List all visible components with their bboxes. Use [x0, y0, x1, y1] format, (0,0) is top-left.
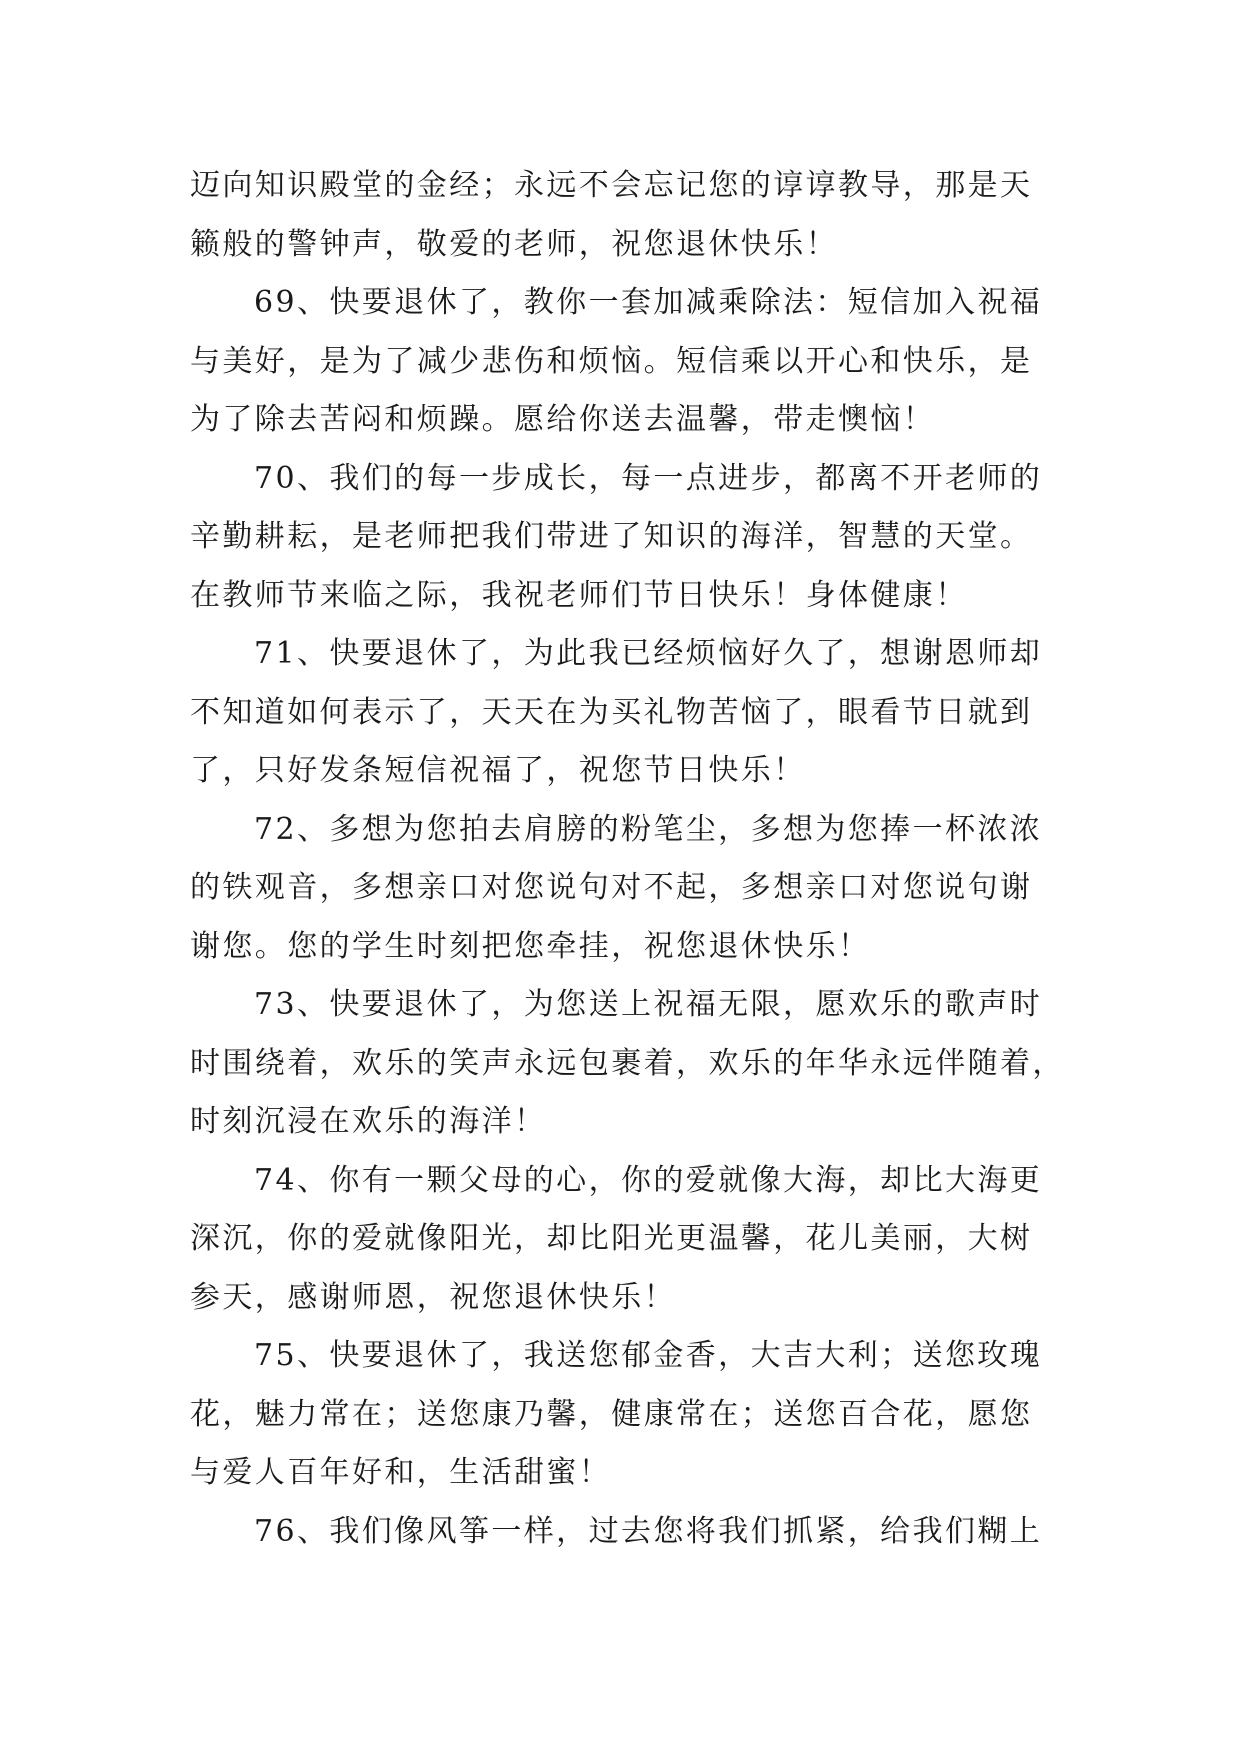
paragraph-start-69: 69、快要退休了，教你一套加减乘除法：短信加入祝福 [254, 285, 1043, 320]
paragraph-start-72: 72、多想为您拍去肩膀的粉笔尘，多想为您捧一杯浓浓 [254, 811, 1043, 847]
paragraph-start-74: 74、你有一颗父母的心，你的爱就像大海，却比大海更 [254, 1162, 1043, 1198]
text-line: 时刻沉浸在欢乐的海洋！ [190, 1104, 547, 1139]
body-text [190, 157, 1065, 1561]
paragraph-start-70: 70、我们的每一步成长，每一点进步，都离不开老师的 [254, 460, 1043, 496]
text-line: 籁般的警钟声，敬爱的老师，祝您退休快乐！ [190, 226, 838, 262]
text-line: 花，魅力常在；送您康乃馨，健康常在；送您百合花，愿您 [190, 1396, 1033, 1432]
text-line: 辛勤耕耘，是老师把我们带进了知识的海洋，智慧的天堂。 [190, 519, 1033, 554]
text-line: 迈向知识殿堂的金经；永远不会忘记您的谆谆教导，那是天 [190, 168, 1033, 203]
paragraph-start-71: 71、快要退休了，为此我已经烦恼好久了，想谢恩师却 [254, 636, 1043, 671]
text-line: 参天，感谢师恩，祝您退休快乐！ [190, 1279, 676, 1315]
text-line: 与美好，是为了减少悲伤和烦恼。短信乘以开心和快乐，是 [190, 343, 1033, 379]
paragraph-start-75: 75、快要退休了，我送您郁金香，大吉大利；送您玫瑰 [254, 1338, 1043, 1373]
text-line: 在教师节来临之际，我祝老师们节日快乐！身体健康！ [190, 577, 968, 613]
text-line: 了，只好发条短信祝福了，祝您节日快乐！ [190, 753, 806, 788]
text-line: 不知道如何表示了，天天在为买礼物苦恼了，眼看节日就到 [190, 694, 1033, 730]
text-line: 深沉，你的爱就像阳光，却比阳光更温馨，花儿美丽，大树 [190, 1221, 1033, 1256]
paragraph-start-73: 73、快要退休了，为您送上祝福无限，愿欢乐的歌声时 [254, 987, 1043, 1022]
text-line: 为了除去苦闷和烦躁。愿给你送去温馨，带走懊恼！ [190, 402, 936, 437]
text-line: 谢您。您的学生时刻把您牵挂，祝您退休快乐！ [190, 928, 871, 964]
text-line: 与爱人百年好和，生活甜蜜！ [190, 1455, 612, 1490]
paragraph-start-76: 76、我们像风筝一样，过去您将我们抓紧，给我们糊上 [254, 1513, 1043, 1549]
text-line: 时围绕着，欢乐的笑声永远包裹着，欢乐的年华永远伴随着， [190, 1045, 1065, 1081]
text-line: 的铁观音，多想亲口对您说句对不起，多想亲口对您说句谢 [190, 870, 1033, 905]
